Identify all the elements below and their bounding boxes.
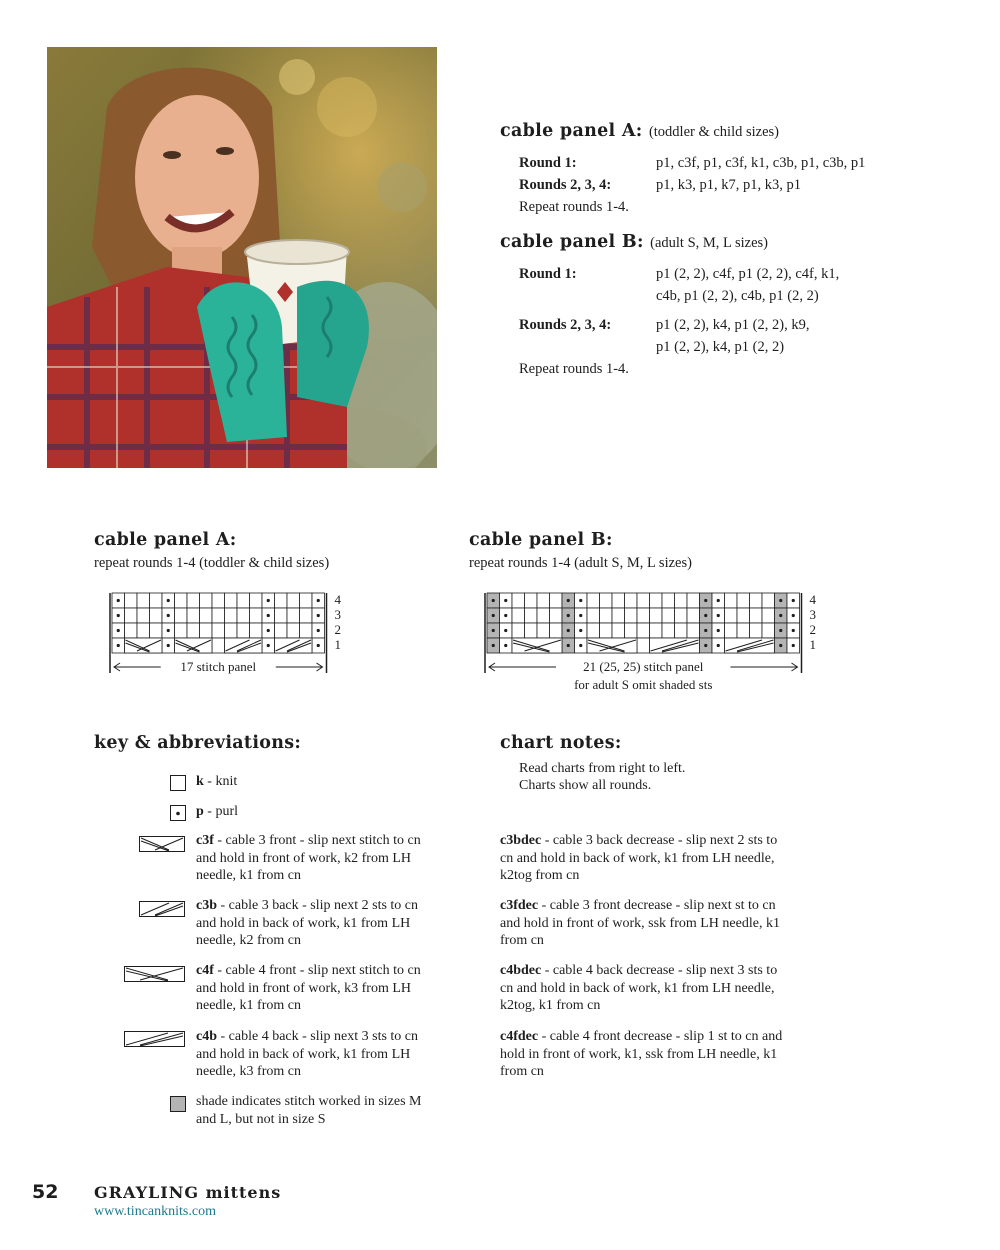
purl-dot <box>579 599 582 602</box>
chart-cell <box>512 593 525 608</box>
purl-dot <box>117 614 120 617</box>
chart-cell <box>125 623 138 638</box>
purl-dot-icon <box>170 805 187 826</box>
purl-dot <box>267 614 270 617</box>
panel-a-row1-label: Round 1: <box>519 155 577 171</box>
purl-dot <box>704 629 707 632</box>
chart-cell <box>600 593 613 608</box>
chart-cell <box>225 623 238 638</box>
chart-notes-line-2: Charts show all rounds. <box>519 778 652 793</box>
cable-symbol <box>125 638 163 653</box>
chart-cell <box>600 623 613 638</box>
chart-cell <box>275 623 288 638</box>
chart-cell <box>675 623 688 638</box>
round-number: 3 <box>334 607 341 622</box>
purl-dot <box>492 644 495 647</box>
cable-chart-a <box>100 585 420 680</box>
purl-dot <box>717 644 720 647</box>
purl-dot <box>504 599 507 602</box>
chart-cell <box>150 608 163 623</box>
width-label: 17 stitch panel <box>180 659 257 674</box>
purl-dot <box>792 629 795 632</box>
chart-cell <box>137 593 150 608</box>
chart-b-title: cable panel B: <box>469 530 613 550</box>
chart-cell <box>650 608 663 623</box>
chart-b-subtitle: repeat rounds 1-4 (adult S, M, L sizes) <box>469 555 692 571</box>
chart-cell <box>237 593 250 608</box>
panel-b-row2-text-2: p1 (2, 2), k4, p1 (2, 2) <box>656 339 785 355</box>
chart-cell <box>525 608 538 623</box>
purl-dot <box>567 644 570 647</box>
chart-cell <box>250 623 263 638</box>
chart-cell <box>737 593 750 608</box>
purl-dot <box>579 614 582 617</box>
purl-dot <box>567 629 570 632</box>
chart-cell <box>762 623 775 638</box>
purl-dot <box>267 629 270 632</box>
chart-cell <box>612 623 625 638</box>
purl-dot <box>167 629 170 632</box>
cable-symbol <box>225 638 263 653</box>
cable-symbol <box>650 638 700 653</box>
chart-cell <box>137 623 150 638</box>
cable-symbol <box>175 638 213 653</box>
panel-b-sizes: (adult S, M, L sizes) <box>650 235 769 251</box>
chart-cell <box>637 623 650 638</box>
purl-dot <box>492 629 495 632</box>
chart-cell <box>587 593 600 608</box>
purl-dot <box>579 644 582 647</box>
purl-dot <box>792 614 795 617</box>
chart-cell <box>737 608 750 623</box>
chart-cell <box>587 623 600 638</box>
chart-cell <box>687 593 700 608</box>
panel-b-row1-text-2: c4b, p1 (2, 2), c4b, p1 (2, 2) <box>656 288 819 304</box>
chart-cell <box>587 608 600 623</box>
panel-b-row2-text-1: p1 (2, 2), k4, p1 (2, 2), k9, <box>656 317 810 333</box>
chart-cell <box>725 608 738 623</box>
purl-dot <box>117 599 120 602</box>
chart-note: for adult S omit shaded sts <box>574 677 713 692</box>
purl-dot <box>317 599 320 602</box>
chart-cell <box>662 623 675 638</box>
chart-cell <box>212 593 225 608</box>
purl-dot <box>117 629 120 632</box>
shade-square-icon <box>170 1096 187 1117</box>
cable-symbol <box>275 638 313 653</box>
knit-square-icon <box>170 775 187 796</box>
chart-cell <box>512 623 525 638</box>
chart-cell <box>625 608 638 623</box>
chart-cell <box>275 608 288 623</box>
panel-b-row2-label: Rounds 2, 3, 4: <box>519 317 612 333</box>
key-title: key & abbreviations: <box>94 733 302 753</box>
cable-cell <box>125 638 163 653</box>
chart-cell <box>200 593 213 608</box>
purl-dot <box>779 629 782 632</box>
panel-a-row1-text: p1, c3f, p1, c3f, k1, c3b, p1, c3b, p1 <box>656 155 866 171</box>
chart-cell <box>550 608 563 623</box>
chart-cell <box>287 608 300 623</box>
chart-cell <box>525 623 538 638</box>
purl-dot <box>792 599 795 602</box>
key-item-shade: shade indicates stitch worked in sizes M and L, but not in size S <box>196 1094 422 1127</box>
chart-cell <box>250 608 263 623</box>
cable-cell <box>275 638 313 653</box>
chart-cell <box>150 623 163 638</box>
purl-dot <box>317 644 320 647</box>
chart-cell <box>650 623 663 638</box>
chart-cell <box>212 608 225 623</box>
chart-cell <box>237 608 250 623</box>
chart-cell <box>212 623 225 638</box>
chart-cell <box>725 623 738 638</box>
purl-dot <box>267 599 270 602</box>
purl-dot <box>267 644 270 647</box>
panel-b-title: cable panel B: <box>500 232 644 252</box>
purl-dot <box>579 629 582 632</box>
panel-a-title: cable panel A: <box>500 121 643 141</box>
purl-dot <box>167 644 170 647</box>
chart-cell <box>212 638 225 653</box>
round-number: 2 <box>809 622 816 637</box>
round-number: 3 <box>809 607 816 622</box>
purl-dot <box>704 614 707 617</box>
purl-dot <box>167 599 170 602</box>
chart-cell <box>125 593 138 608</box>
key-item-c4b: c4b - cable 4 back - slip next 3 sts to cn and hold in back of work, k1 from LH needle, k3 from cn <box>196 1029 419 1079</box>
chart-cell <box>125 608 138 623</box>
purl-dot <box>704 599 707 602</box>
purl-dot <box>504 614 507 617</box>
footer-title: GRAYLING mittens <box>94 1183 282 1202</box>
chart-cell <box>175 593 188 608</box>
panel-a-sizes: (toddler & child sizes) <box>648 124 779 140</box>
purl-dot <box>504 644 507 647</box>
cable-symbol <box>512 638 562 653</box>
panel-b-row1-text-1: p1 (2, 2), c4f, p1 (2, 2), c4f, k1, <box>656 266 840 282</box>
chart-cell <box>175 623 188 638</box>
key-item-knit: k - knit <box>196 774 238 789</box>
panel-a-row2-label: Rounds 2, 3, 4: <box>519 177 612 193</box>
chart-cell <box>275 593 288 608</box>
purl-dot <box>704 644 707 647</box>
key-item-purl: p - purl <box>196 804 239 819</box>
purl-dot <box>779 599 782 602</box>
chart-cell <box>637 593 650 608</box>
chart-cell <box>537 608 550 623</box>
chart-cell <box>675 608 688 623</box>
hero-photo <box>47 47 437 468</box>
purl-dot <box>167 614 170 617</box>
chart-cell <box>750 608 763 623</box>
chart-cell <box>300 608 313 623</box>
cable-cell <box>587 638 637 653</box>
panel-a-row2-text: p1, k3, p1, k7, p1, k3, p1 <box>656 177 801 193</box>
note-item-c3fdec: c3fdec - cable 3 front decrease - slip next st to cn and hold in front of work, ssk from LH needle, k1 from cn <box>500 898 780 948</box>
cable-cell <box>650 638 700 653</box>
chart-cell <box>175 608 188 623</box>
purl-dot <box>504 629 507 632</box>
chart-cell <box>187 623 200 638</box>
chart-cell <box>150 593 163 608</box>
purl-dot <box>317 614 320 617</box>
chart-cell <box>187 608 200 623</box>
chart-notes-title: chart notes: <box>500 733 622 753</box>
chart-cell <box>200 608 213 623</box>
purl-dot <box>717 614 720 617</box>
chart-cell <box>750 593 763 608</box>
chart-cell <box>612 608 625 623</box>
cable-cell <box>225 638 263 653</box>
c4b-cable-icon <box>124 1031 187 1052</box>
purl-dot <box>792 644 795 647</box>
chart-cell <box>225 608 238 623</box>
footer-url[interactable]: www.tincanknits.com <box>94 1204 216 1219</box>
chart-cell <box>637 608 650 623</box>
c3b-cable-icon <box>139 901 187 922</box>
purl-dot <box>492 614 495 617</box>
chart-cell <box>662 593 675 608</box>
round-number: 4 <box>334 592 341 607</box>
cable-symbol <box>587 638 637 653</box>
round-number: 2 <box>334 622 341 637</box>
key-item-c3f: c3f - cable 3 front - slip next stitch to cn and hold in front of work, k2 from LH needle, k1 from cn <box>196 833 421 883</box>
c3f-cable-icon <box>139 836 187 857</box>
purl-dot <box>117 644 120 647</box>
purl-dot <box>717 599 720 602</box>
cable-cell <box>175 638 213 653</box>
chart-cell <box>687 608 700 623</box>
chart-cell <box>537 593 550 608</box>
note-item-c4fdec: c4fdec - cable 4 front decrease - slip 1 st to cn and hold in front of work, k1, ssk from LH needle, k1 from cn <box>500 1029 783 1079</box>
panel-b-heading <box>500 232 768 252</box>
chart-cell <box>137 608 150 623</box>
key-item-c3b: c3b - cable 3 back - slip next 2 sts to cn and hold in back of work, k1 from LH needle, k2 from cn <box>196 898 419 948</box>
chart-cell <box>300 593 313 608</box>
purl-dot <box>317 629 320 632</box>
purl-dot <box>492 599 495 602</box>
width-label: 21 (25, 25) stitch panel <box>583 659 704 674</box>
chart-cell <box>200 623 213 638</box>
chart-cell <box>287 593 300 608</box>
chart-cell <box>525 593 538 608</box>
chart-cell <box>737 623 750 638</box>
panel-a-repeat: Repeat rounds 1-4. <box>519 199 629 215</box>
chart-cell <box>750 623 763 638</box>
chart-cell <box>612 593 625 608</box>
panel-a-heading <box>500 121 779 141</box>
key-item-c4f: c4f - cable 4 front - slip next stitch to cn and hold in front of work, k3 from LH needle, k1 from cn <box>196 963 421 1013</box>
cable-symbol <box>725 638 775 653</box>
chart-cell <box>512 608 525 623</box>
chart-a-title: cable panel A: <box>94 530 237 550</box>
chart-cell <box>687 623 700 638</box>
cable-cell <box>725 638 775 653</box>
chart-cell <box>625 593 638 608</box>
round-number: 1 <box>334 637 341 652</box>
chart-cell <box>637 638 650 653</box>
page-number: 52 <box>32 1181 59 1203</box>
panel-b-repeat: Repeat rounds 1-4. <box>519 361 629 377</box>
chart-cell <box>550 623 563 638</box>
chart-cell <box>550 593 563 608</box>
chart-cell <box>600 608 613 623</box>
chart-cell <box>762 608 775 623</box>
chart-cell <box>762 593 775 608</box>
purl-dot <box>717 629 720 632</box>
chart-a-subtitle: repeat rounds 1-4 (toddler & child sizes) <box>94 555 330 571</box>
chart-cell <box>187 593 200 608</box>
note-item-c4bdec: c4bdec - cable 4 back decrease - slip next 3 sts to cn and hold in back of work, k1 from LH needle, k2tog, k1 from cn <box>500 963 778 1013</box>
chart-cell <box>225 593 238 608</box>
cable-cell <box>512 638 562 653</box>
round-number: 4 <box>809 592 816 607</box>
note-item-c3bdec: c3bdec - cable 3 back decrease - slip next 2 sts to cn and hold in back of work, k1 from LH needle, k2tog from cn <box>500 833 778 883</box>
chart-cell <box>300 623 313 638</box>
cable-chart-b <box>475 585 915 700</box>
chart-notes-line-1: Read charts from right to left. <box>519 761 686 776</box>
chart-cell <box>237 623 250 638</box>
chart-cell <box>662 608 675 623</box>
purl-dot <box>779 644 782 647</box>
chart-cell <box>650 593 663 608</box>
chart-cell <box>625 623 638 638</box>
round-number: 1 <box>809 637 816 652</box>
chart-cell <box>250 593 263 608</box>
c4f-cable-icon <box>124 966 187 987</box>
panel-b-row1-label: Round 1: <box>519 266 577 282</box>
purl-dot <box>567 614 570 617</box>
chart-cell <box>725 593 738 608</box>
purl-dot <box>779 614 782 617</box>
purl-dot <box>567 599 570 602</box>
chart-cell <box>675 593 688 608</box>
chart-cell <box>287 623 300 638</box>
chart-cell <box>537 623 550 638</box>
